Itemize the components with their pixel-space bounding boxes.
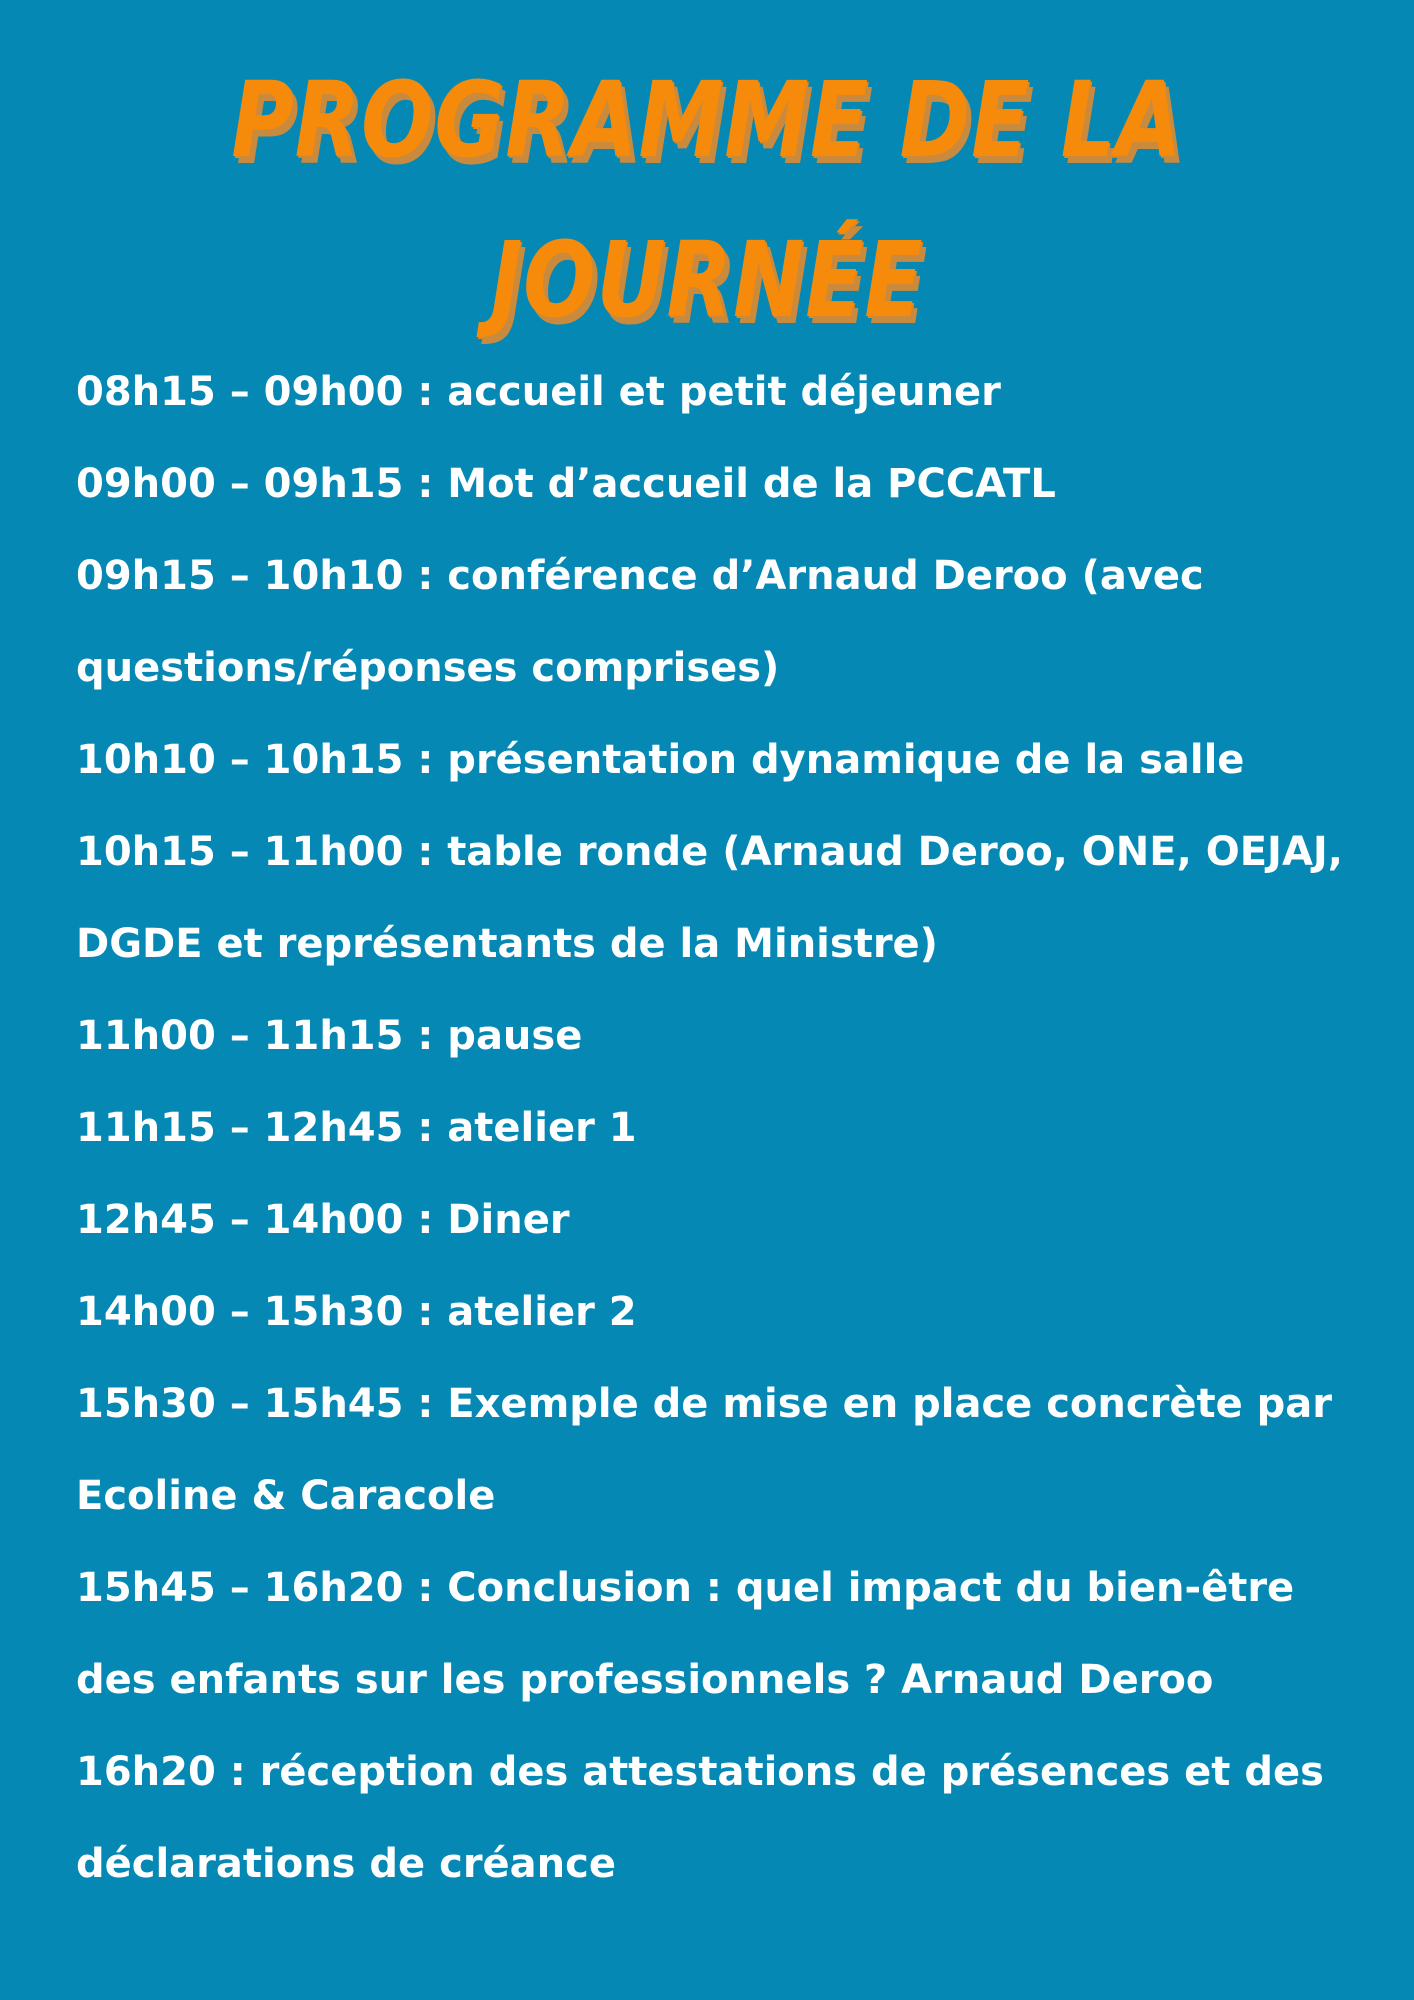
schedule-item-1400: 14h00 – 15h30 : atelier 2 — [76, 1289, 637, 1335]
schedule-item-1010: 10h10 – 10h15 : présentation dynamique de la salle — [76, 737, 1245, 783]
schedule-list — [76, 346, 1376, 1910]
schedule-item-0815: 08h15 – 09h00 : accueil et petit déjeuner — [76, 369, 1001, 415]
page-title — [127, 40, 1286, 360]
schedule-item-1015: 10h15 – 11h00 : table ronde (Arnaud Deroo, ONE, OEJAJ, DGDE et représentants de la Ministre) — [76, 829, 1357, 967]
page-title-line-2: JOURNÉE — [490, 219, 924, 341]
schedule-item-1115: 11h15 – 12h45 : atelier 1 — [76, 1105, 637, 1151]
schedule-item-1100: 11h00 – 11h15 : pause — [76, 1013, 583, 1059]
schedule-item-1530: 15h30 – 15h45 : Exemple de mise en place concrète par Ecoline & Caracole — [76, 1381, 1346, 1519]
schedule-item-1545: 15h45 – 16h20 : Conclusion : quel impact du bien-être des enfants sur les professionnels ? Arnaud Deroo — [76, 1565, 1309, 1703]
schedule-item-0900: 09h00 – 09h15 : Mot d’accueil de la PCCATL — [76, 461, 1056, 507]
schedule-item-1620: 16h20 : réception des attestations de présences et des déclarations de créance — [76, 1749, 1338, 1887]
page-title-line-1: PROGRAMME DE LA — [231, 59, 1183, 181]
schedule-item-0915: 09h15 – 10h10 : conférence d’Arnaud Deroo (avec questions/réponses comprises) — [76, 553, 1218, 691]
schedule-item-1245: 12h45 – 14h00 : Diner — [76, 1197, 570, 1243]
